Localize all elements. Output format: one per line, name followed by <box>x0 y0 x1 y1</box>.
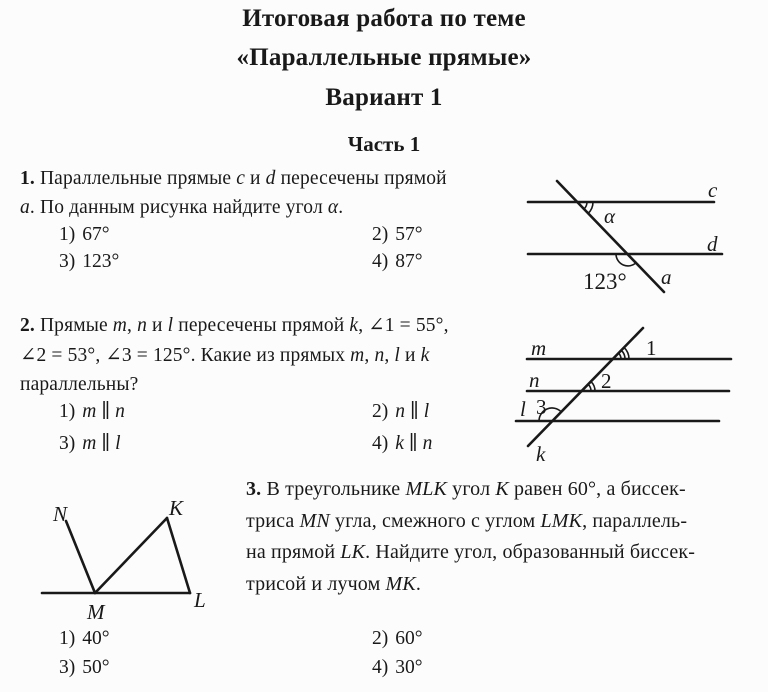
option-label: 3) <box>59 251 76 272</box>
option-value: k ∥ n <box>395 433 433 454</box>
variant-title: Вариант 1 <box>325 84 443 111</box>
label-line-a: a <box>661 265 672 289</box>
page-title-line-1: Итоговая работа по теме <box>242 5 526 32</box>
problem-2-option-1 <box>59 399 125 423</box>
option-value: 60° <box>395 628 423 649</box>
problem-3-option-3 <box>59 657 110 679</box>
problem-2-line-2: ∠2 = 53°, ∠3 = 125°. Какие из прямых m, n, l и k <box>20 344 430 366</box>
label-line-n: n <box>529 368 540 392</box>
angle-2-arc-2 <box>591 382 595 391</box>
problem-2-text <box>20 311 525 400</box>
problem-1-line-2: a. По данным рисунка найдите угол α. <box>20 197 344 218</box>
option-value: m ∥ n <box>82 401 125 422</box>
problem-2-option-4 <box>372 431 432 455</box>
option-value: n ∥ l <box>395 401 430 422</box>
problem-3-text <box>246 474 758 600</box>
label-line-l: l <box>520 397 526 421</box>
problem-3-option-4 <box>372 657 423 679</box>
option-label: 4) <box>372 657 389 678</box>
label-line-d: d <box>707 232 718 256</box>
option-label: 2) <box>372 401 389 422</box>
problem-3-line-1: 3. В треугольнике MLK угол K равен 60°, а биссек- <box>246 478 686 500</box>
option-label: 4) <box>372 251 389 272</box>
problem-1-text <box>20 164 518 222</box>
option-value: 67° <box>82 224 110 245</box>
problem-2-line-3: параллельны? <box>20 374 139 395</box>
problem-2-option-2 <box>372 399 429 423</box>
problem-1-option-4 <box>372 251 423 273</box>
problem-1-line-1: 1. Параллельные прямые c и d пересечены прямой <box>20 168 447 189</box>
label-line-c: c <box>708 178 718 202</box>
label-angle-123: 123° <box>583 269 627 294</box>
option-label: 3) <box>59 657 76 678</box>
label-line-k: k <box>536 442 546 466</box>
problem-3-option-1 <box>59 628 110 650</box>
problem-1-option-3 <box>59 251 119 273</box>
part-title: Часть 1 <box>347 132 421 156</box>
problem-3-line-3: на прямой LK. Найдите угол, образованный биссек- <box>246 541 696 563</box>
page-title-line-2: «Параллельные прямые» <box>236 44 532 71</box>
option-value: 40° <box>82 628 110 649</box>
option-value: 50° <box>82 657 110 678</box>
segment-MK <box>95 518 167 593</box>
problem-1-option-1 <box>59 224 110 246</box>
label-line-m: m <box>531 336 547 360</box>
label-angle-2: 2 <box>601 369 612 393</box>
option-label: 3) <box>59 433 76 454</box>
label-alpha: α <box>604 204 616 228</box>
option-label: 4) <box>372 433 389 454</box>
option-value: 57° <box>395 224 423 245</box>
option-value: 123° <box>82 251 120 272</box>
option-value: 30° <box>395 657 423 678</box>
option-label: 1) <box>59 401 76 422</box>
ray-MN <box>66 521 95 593</box>
label-point-M: M <box>87 600 105 624</box>
option-label: 2) <box>372 628 389 649</box>
problem-3-line-2: триса MN угла, смежного с углом LMK, параллель- <box>246 509 688 532</box>
alpha-angle-arc-outer <box>588 202 593 214</box>
diagram-problem-3 <box>30 495 230 625</box>
problem-3-option-2 <box>372 628 423 650</box>
problem-1-option-2 <box>372 224 423 246</box>
label-point-N: N <box>53 502 68 526</box>
problem-2-line-1: 2. Прямые m, n и l пересечены прямой k, ∠1 = 55°, <box>20 315 449 336</box>
option-label: 1) <box>59 224 76 245</box>
problem-2-option-3 <box>59 431 121 455</box>
diagram-problem-1 <box>500 170 768 296</box>
label-angle-1: 1 <box>646 336 657 360</box>
option-label: 1) <box>59 628 76 649</box>
problem-3-line-4: трисой и лучом MK. <box>246 572 422 595</box>
label-point-L: L <box>194 588 206 612</box>
label-point-K: K <box>169 496 184 520</box>
segment-KL <box>167 518 190 593</box>
diagram-problem-2 <box>505 322 768 467</box>
label-angle-3: 3 <box>536 395 547 419</box>
option-value: 87° <box>395 251 423 272</box>
option-value: m ∥ l <box>82 433 121 454</box>
option-label: 2) <box>372 224 389 245</box>
